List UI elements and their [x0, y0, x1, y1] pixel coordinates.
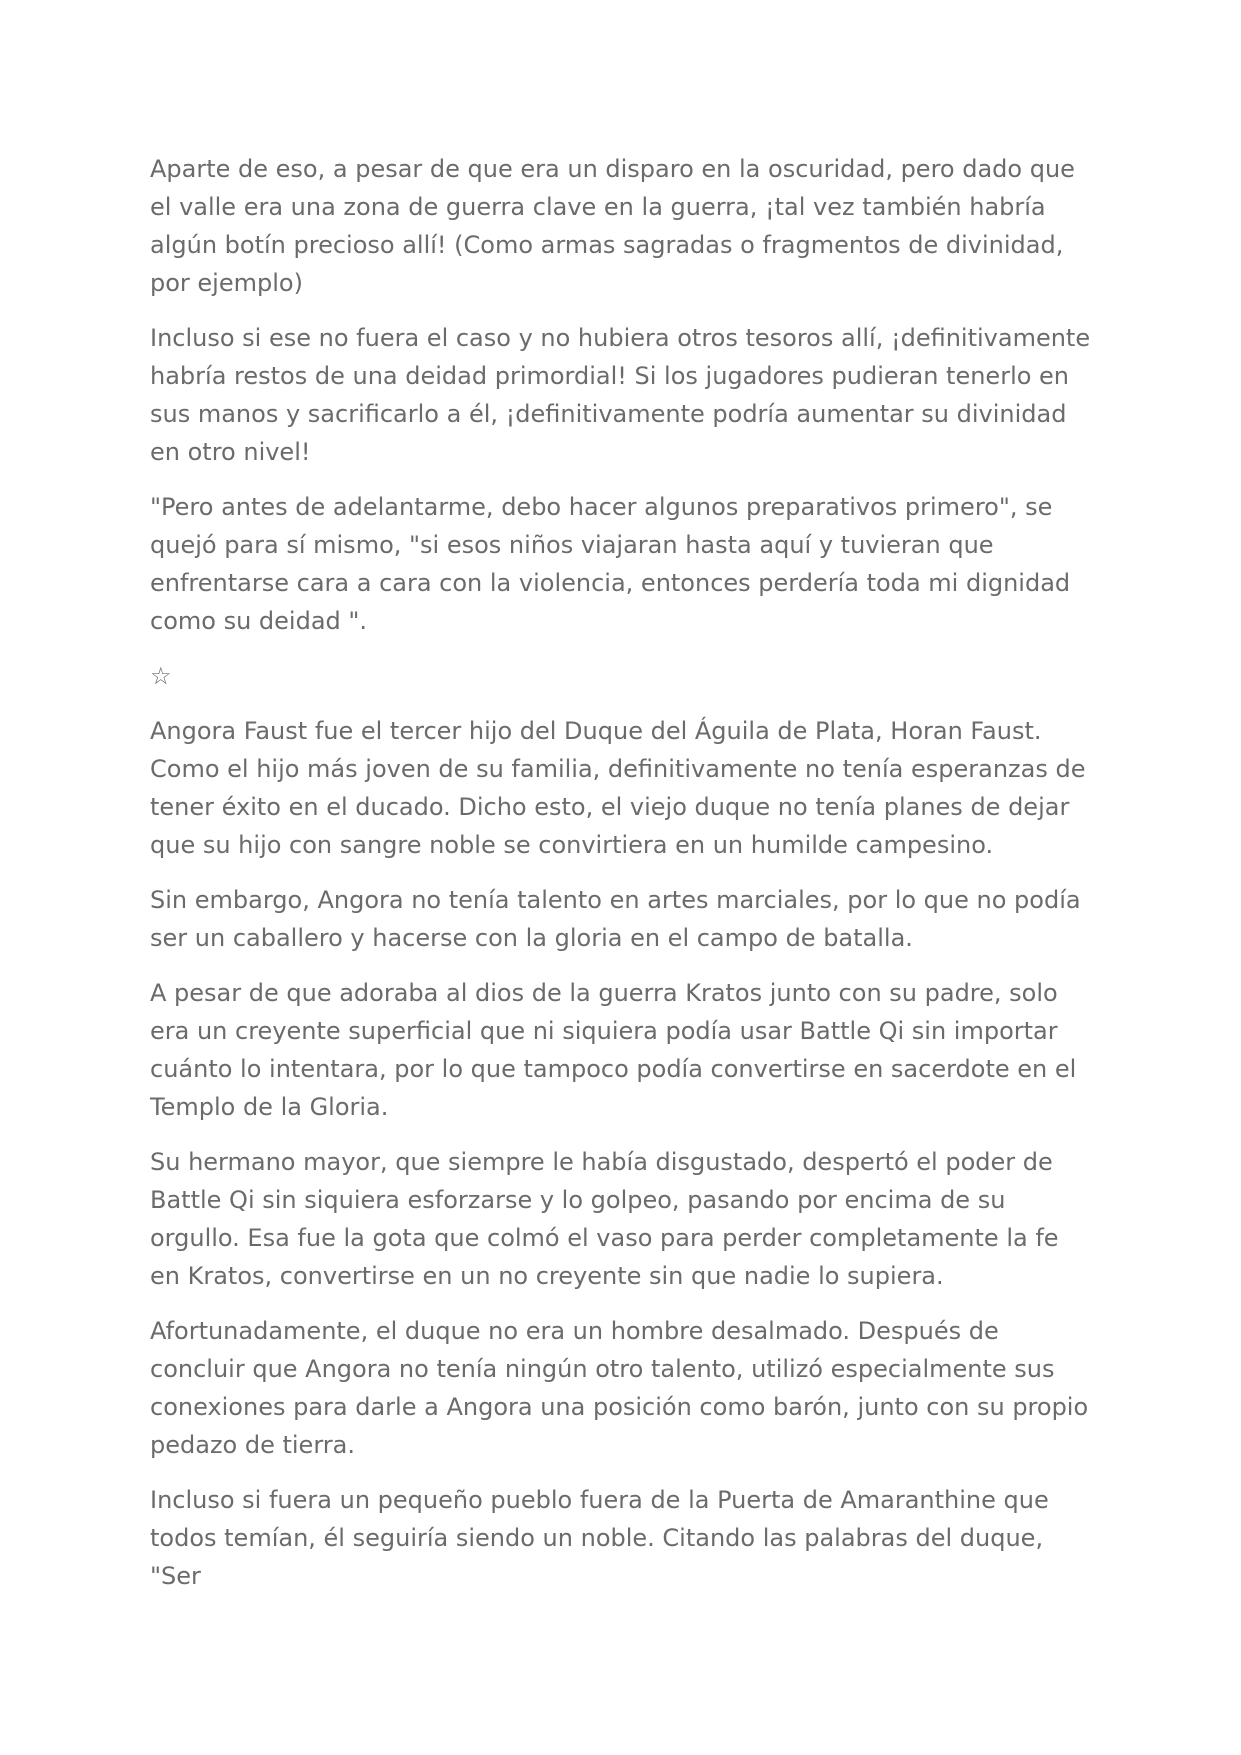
paragraph-8: Afortunadamente, el duque no era un hombre desalmado. Después de concluir que Angora no tenía ningún otro talento, utilizó especialmente sus conexiones para darle a Angora una posición como barón, junto con su propio pedazo de tierra. [150, 1317, 1089, 1459]
paragraph-2: Incluso si ese no fuera el caso y no hubiera otros tesoros allí, ¡definitivamente habría restos de una deidad primordial! Si los jugadores pudieran tenerlo en sus manos y sacrificarlo a él, ¡definitivamente podría aumentar su divinidad en otro nivel! [150, 324, 1091, 466]
paragraph-1: Aparte de eso, a pesar de que era un disparo en la oscuridad, pero dado que el valle era una zona de guerra clave en la guerra, ¡tal vez también habría algún botín precioso allí! (Como armas sagradas o fragmentos de divinidad, por ejemplo) [150, 155, 1075, 297]
paragraph-9: Incluso si fuera un pequeño pueblo fuera de la Puerta de Amaranthine que todos temían, él seguiría siendo un noble. Citando las palabras del duque, "Ser [150, 1486, 1049, 1590]
paragraph-6: A pesar de que adoraba al dios de la guerra Kratos junto con su padre, solo era un creyente superficial que ni siquiera podía usar Battle Qi sin importar cuánto lo intentara, por lo que tampoco podía convertirse en sacerdote en el Templo de la Gloria. [150, 979, 1077, 1121]
section-break-star-icon: ☆ [150, 662, 172, 690]
paragraph-3: "Pero antes de adelantarme, debo hacer algunos preparativos primero", se quejó para sí mismo, "si esos niños viajaran hasta aquí y tuvieran que enfrentarse cara a cara con la violencia, entonces perdería toda mi dignidad como su deidad ". [150, 493, 1071, 635]
document-body [150, 150, 1095, 1612]
paragraph-7: Su hermano mayor, que siempre le había disgustado, despertó el poder de Battle Qi sin siquiera esforzarse y lo golpeo, pasando por encima de su orgullo. Esa fue la gota que colmó el vaso para perder completamente la fe en Kratos, convertirse en un no creyente sin que nadie lo supiera. [150, 1148, 1059, 1290]
paragraph-5: Sin embargo, Angora no tenía talento en artes marciales, por lo que no podía ser un caballero y hacerse con la gloria en el campo de batalla. [150, 886, 1081, 952]
paragraph-4: Angora Faust fue el tercer hijo del Duque del Águila de Plata, Horan Faust. Como el hijo más joven de su familia, definitivamente no tenía esperanzas de tener éxito en el ducado. Dicho esto, el viejo duque no tenía planes de dejar que su hijo con sangre noble se convirtiera en un humilde campesino. [150, 717, 1086, 859]
